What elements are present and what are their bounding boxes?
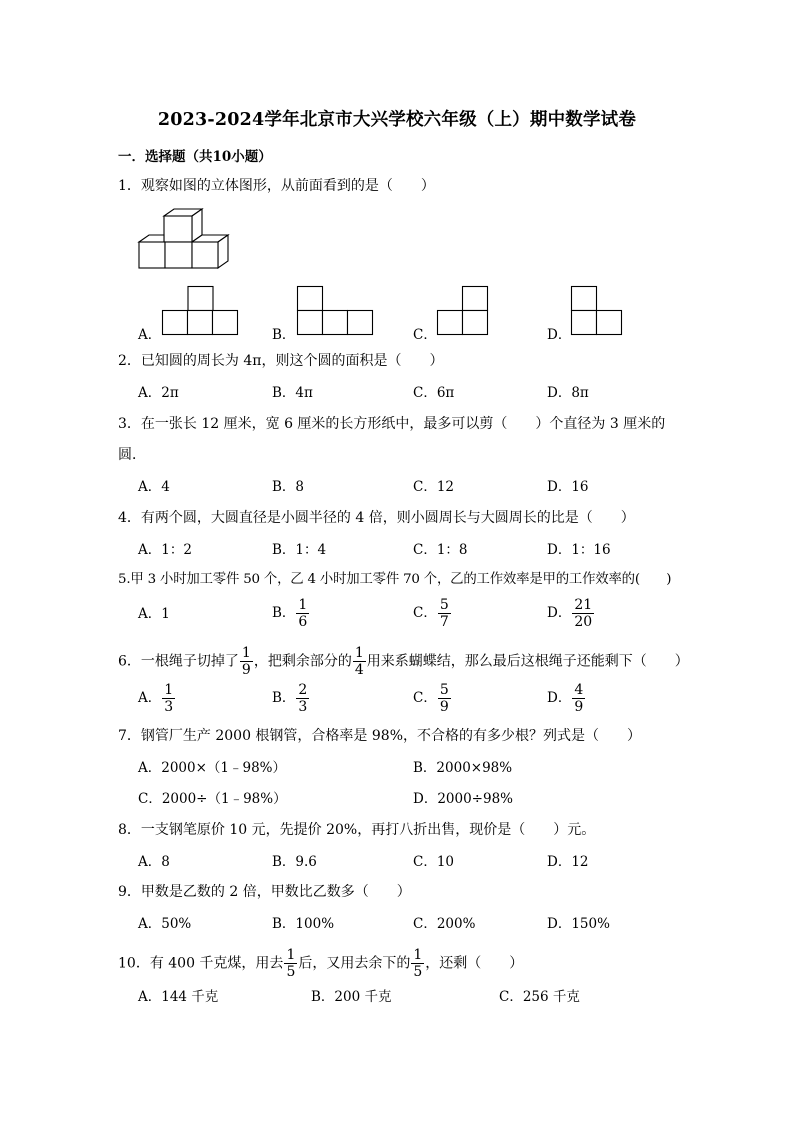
question-9-option-c[interactable]: C．200% — [413, 916, 476, 932]
fraction-numerator: 5 — [439, 682, 449, 698]
question-7-stem: 7．钢管厂生产 2000 根钢管，合格率是 98%，不合格的有多少根？列式是（ ） — [118, 728, 642, 744]
question-3-option-a[interactable]: A．4 — [138, 479, 170, 495]
question-10-stem-part-2: 后，又用去余下的 — [298, 955, 411, 972]
fraction-numerator: 1 — [164, 682, 174, 698]
question-6-stem-part-3: 用来系蝴蝶结，那么最后这根绳子还能剩下（ ） — [366, 653, 689, 670]
question-7-option-c[interactable]: C．2000÷（1﹣98%） — [138, 791, 287, 807]
question-6-option-d-fraction — [572, 682, 585, 715]
fraction-numerator: 1 — [286, 947, 296, 963]
fraction-numerator: 1 — [354, 645, 364, 661]
question-10-fraction-2 — [411, 947, 424, 980]
question-4-option-d[interactable]: D．1：16 — [547, 542, 611, 558]
question-4-option-a[interactable]: A．1：2 — [138, 542, 192, 558]
fraction-denominator: 9 — [574, 699, 584, 715]
fraction-numerator: 2 — [298, 682, 308, 698]
question-1-option-b[interactable]: B． — [272, 327, 296, 343]
question-6-option-c-fraction — [438, 682, 451, 715]
question-2-option-d[interactable]: D．8π — [547, 385, 589, 401]
question-3-option-c[interactable]: C．12 — [413, 479, 455, 495]
fraction-denominator: 6 — [298, 614, 308, 630]
question-5-option-b-label: B． — [272, 605, 296, 621]
question-8-option-b[interactable]: B．9.6 — [272, 854, 317, 870]
question-9-stem: 9．甲数是乙数的 2 倍，甲数比乙数多（ ） — [118, 884, 411, 900]
question-5-option-b[interactable] — [272, 597, 310, 630]
question-9-option-b[interactable]: B．100% — [272, 916, 335, 932]
question-10-option-a[interactable]: A．144 千克 — [138, 989, 219, 1005]
question-1-solid-figure — [136, 208, 232, 272]
question-6-option-b-label: B． — [272, 690, 296, 706]
question-3-stem: 3．在一张长 12 厘米，宽 6 厘米的长方形纸中，最多可以剪（ ）个直径为 3 厘米的 — [118, 416, 666, 432]
question-10-option-b[interactable]: B．200 千克 — [311, 989, 392, 1005]
fraction-numerator: 21 — [574, 597, 593, 613]
question-6-option-c[interactable] — [413, 682, 452, 715]
question-5-option-c-label: C． — [413, 605, 437, 621]
fraction-denominator: 5 — [286, 964, 296, 980]
fraction-denominator: 3 — [298, 699, 308, 715]
question-7-option-b[interactable]: B．2000×98% — [413, 760, 513, 776]
question-5-option-d[interactable] — [547, 597, 595, 630]
question-10-option-c[interactable]: C．256 千克 — [499, 989, 580, 1005]
question-5-stem: 5.甲 3 小时加工零件 50 个，乙 4 小时加工零件 70 个，乙的工作效率是甲的工作效率的( ) — [118, 572, 672, 587]
question-6-option-a-fraction — [162, 682, 175, 715]
question-1-option-a[interactable]: A． — [138, 327, 162, 343]
question-8-option-d[interactable]: D．12 — [547, 854, 589, 870]
question-6-option-d-label: D． — [547, 690, 572, 706]
question-1-option-c[interactable]: C． — [413, 327, 437, 343]
question-4-stem: 4．有两个圆，大圆直径是小圆半径的 4 倍，则小圆周长与大圆周长的比是（ ） — [118, 510, 635, 526]
question-2-stem: 2．已知圆的周长为 4π，则这个圆的面积是（ ） — [118, 353, 444, 369]
question-6-option-c-label: C． — [413, 690, 437, 706]
fraction-numerator: 4 — [574, 682, 584, 698]
question-10-fraction-1 — [284, 947, 297, 980]
question-7-option-d[interactable]: D．2000÷98% — [413, 791, 513, 807]
question-10-stem-part-3: ，还剩（ ） — [425, 955, 524, 972]
question-6-stem — [118, 645, 689, 678]
fraction-numerator: 1 — [241, 645, 251, 661]
fraction-denominator: 4 — [354, 662, 364, 678]
fraction-numerator: 1 — [298, 597, 308, 613]
question-1-stem: 1．观察如图的立体图形，从前面看到的是（ ） — [118, 178, 435, 194]
question-8-option-a[interactable]: A．8 — [138, 854, 170, 870]
question-9-option-a[interactable]: A．50% — [138, 916, 192, 932]
fraction-denominator: 7 — [439, 614, 449, 630]
question-6-fraction-2 — [353, 645, 366, 678]
fraction-denominator: 3 — [164, 699, 174, 715]
question-10-stem-part-1: 10．有 400 千克煤，用去 — [118, 955, 284, 972]
question-10-stem — [118, 947, 523, 980]
fraction-denominator: 5 — [413, 964, 423, 980]
question-2-option-a[interactable]: A．2π — [138, 385, 179, 401]
question-5-option-a[interactable]: A．1 — [138, 606, 170, 622]
question-6-option-a[interactable] — [138, 682, 176, 715]
question-1-option-b-figure — [297, 286, 374, 336]
question-5-option-d-fraction — [572, 597, 594, 630]
question-4-option-c[interactable]: C．1：8 — [413, 542, 468, 558]
question-3-option-d[interactable]: D．16 — [547, 479, 589, 495]
question-9-option-d[interactable]: D．150% — [547, 916, 610, 932]
question-5-option-b-fraction — [296, 597, 309, 630]
question-1-option-d[interactable]: D． — [547, 327, 572, 343]
question-6-stem-part-2: ，把剩余部分的 — [253, 653, 352, 670]
question-6-option-b[interactable] — [272, 682, 310, 715]
question-8-stem: 8．一支钢笔原价 10 元，先提价 20%，再打八折出售，现价是（ ）元。 — [118, 822, 596, 838]
fraction-denominator: 9 — [439, 699, 449, 715]
question-6-stem-part-1: 6．一根绳子切掉了 — [118, 653, 239, 670]
question-1-option-a-figure — [162, 286, 239, 336]
fraction-denominator: 9 — [241, 662, 251, 678]
question-6-option-d[interactable] — [547, 682, 586, 715]
fraction-numerator: 1 — [413, 947, 423, 963]
question-5-option-c-fraction — [438, 597, 451, 630]
question-8-option-c[interactable]: C．10 — [413, 854, 455, 870]
question-3-stem-line2: 圆． — [118, 447, 146, 463]
fraction-numerator: 5 — [439, 597, 449, 613]
question-5-option-d-label: D． — [547, 605, 572, 621]
question-2-option-b[interactable]: B．4π — [272, 385, 313, 401]
question-1-option-d-figure — [571, 286, 623, 336]
question-6-option-b-fraction — [296, 682, 309, 715]
page-title: 2023-2024学年北京市大兴学校六年级（上）期中数学试卷 — [157, 110, 637, 130]
question-6-option-a-label: A． — [138, 690, 162, 706]
fraction-denominator: 20 — [574, 614, 593, 630]
question-7-option-a[interactable]: A．2000×（1﹣98%） — [138, 760, 287, 776]
question-5-option-c[interactable] — [413, 597, 452, 630]
question-6-fraction-1 — [240, 645, 253, 678]
question-4-option-b[interactable]: B．1：4 — [272, 542, 327, 558]
question-3-option-b[interactable]: B．8 — [272, 479, 305, 495]
question-2-option-c[interactable]: C．6π — [413, 385, 455, 401]
question-1-option-c-figure — [437, 286, 489, 336]
section-heading: 一．选择题（共10小题） — [118, 149, 272, 165]
